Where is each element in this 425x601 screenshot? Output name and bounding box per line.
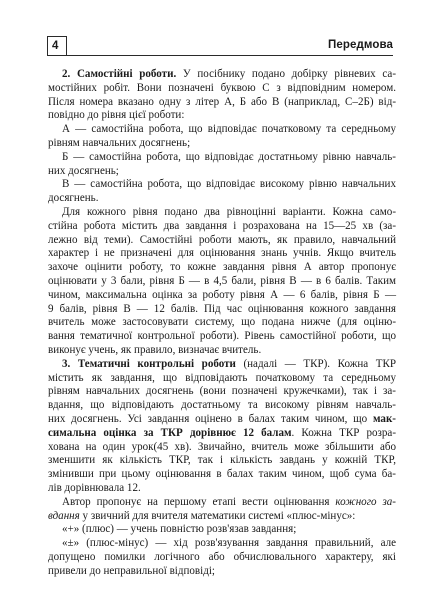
text-run: А — самостійна робота, що відповідає початковому та середньому xyxy=(62,123,396,136)
text-line xyxy=(48,109,396,123)
text-run: Після номера вказано одну з літер А, Б або В (наприклад, С–2Б) від- xyxy=(48,95,396,108)
text-line xyxy=(48,96,396,110)
text-run: досягнень. xyxy=(48,192,99,205)
text-line xyxy=(48,68,396,82)
text-line xyxy=(48,510,396,524)
text-run: «±» (плюс-мінус) — хід розв'язування завдання правильний, але xyxy=(62,537,396,550)
paragraph xyxy=(48,178,396,206)
text-line xyxy=(48,316,396,330)
text-line xyxy=(48,551,396,565)
text-run: . Кожна ТКР розра- xyxy=(291,426,396,439)
text-line xyxy=(48,178,396,192)
text-run: 9 балів, рівня В — 12 балів. Під час оцінювання кожного завдання xyxy=(48,302,396,315)
text-run: стійна робота містить два завдання і розрахована на 15—25 хв (за- xyxy=(48,219,396,232)
text-line xyxy=(48,441,396,455)
header-rule xyxy=(67,55,393,56)
text-run: них досягнень; xyxy=(48,164,119,177)
text-line xyxy=(48,399,396,413)
section-title: Передмова xyxy=(328,39,393,51)
text-line xyxy=(48,385,396,399)
text-line xyxy=(48,454,396,468)
text-line xyxy=(48,523,396,537)
text-line xyxy=(48,289,396,303)
text-run: містить як завдання, що відповідають початковому та середньому xyxy=(48,371,396,384)
text-run: мостійних робіт. Вони позначені буквою С з відповідним номером. xyxy=(48,81,396,94)
paragraph xyxy=(48,123,396,151)
text-line xyxy=(48,82,396,96)
italic-text: вдання xyxy=(48,509,80,522)
text-line xyxy=(48,275,396,289)
text-run: зменшити як кількість ТКР, так і кількість завдань у кожній ТКР, xyxy=(48,454,396,467)
text-line xyxy=(48,565,396,579)
text-run: них досягнень. Усі завдання оцінено в балах таким чином, що xyxy=(48,412,373,425)
text-line xyxy=(48,137,396,151)
page-body xyxy=(48,68,396,578)
text-run: вчитель може застосовувати систему, що подана нижче (для оціню- xyxy=(48,316,396,329)
text-run: захоче оцінити роботу, то кожне завдання рівня А автор пропонує xyxy=(48,261,396,274)
text-run: характер і не призначені для оцінювання знань учнів. Якщо вчитель xyxy=(48,247,396,260)
text-line xyxy=(48,468,396,482)
text-run: Б — самостійна робота, що відповідає достатньому рівню навчаль- xyxy=(62,150,396,163)
text-line xyxy=(48,330,396,344)
text-run: вдання, що відповідають достатньому та високому рівням навчаль- xyxy=(48,399,396,412)
text-line xyxy=(48,344,396,358)
text-line xyxy=(48,372,396,386)
text-line xyxy=(48,261,396,275)
page-header xyxy=(47,36,393,60)
text-line xyxy=(48,413,396,427)
text-line xyxy=(48,496,396,510)
text-run: оцінювати у 3 бали, рівня Б — в 4,5 бали, рівня В — в 6 балів. Таким xyxy=(48,274,396,287)
page-number: 4 xyxy=(47,36,67,56)
paragraph xyxy=(48,68,396,123)
text-line xyxy=(48,234,396,248)
text-line xyxy=(48,192,396,206)
text-run: повідно до рівня цієї роботи: xyxy=(48,109,185,122)
paragraph xyxy=(48,496,396,524)
bold-text: мак- xyxy=(372,412,396,425)
paragraph xyxy=(48,523,396,537)
bold-text: 3. Тематичні контрольні роботи xyxy=(62,357,236,370)
text-run: рівням навчальних досягнень (вони позначені кружечками), так і за- xyxy=(48,385,396,398)
paragraph xyxy=(48,537,396,578)
text-run: лів дорівнювала 12. xyxy=(48,481,141,494)
bold-text: симальна оцінка за ТКР дорівнює 12 балам xyxy=(48,426,292,439)
paragraph xyxy=(48,358,396,496)
text-run: допущено помилки логічного або обчислювального характеру, які xyxy=(48,550,396,563)
bold-text: 2. Самостійні роботи. xyxy=(62,68,177,80)
text-line xyxy=(48,151,396,165)
text-line xyxy=(48,165,396,179)
text-line xyxy=(48,482,396,496)
text-line xyxy=(48,206,396,220)
text-line xyxy=(48,303,396,317)
text-run: (надалі — ТКР). Кожна ТКР xyxy=(235,357,396,370)
paragraph xyxy=(48,151,396,179)
text-run: Автор пропонує на першому етапі вести оцінювання xyxy=(62,495,336,508)
text-run: чином, максимальна оцінка за роботу рівня А — 6 балів, рівня Б — xyxy=(48,288,396,301)
text-line xyxy=(48,247,396,261)
text-line xyxy=(48,537,396,551)
text-run: рівням навчальних досягнень; xyxy=(48,136,191,149)
text-run: хована на один урок(45 хв). Звичайно, вчитель може збільшити або xyxy=(48,440,396,453)
text-run: змінивши при цьому оцінювання в балах таким чином, щоб сума ба- xyxy=(48,468,396,481)
text-run: «+» (плюс) — учень повністю розв'язав завдання; xyxy=(62,523,297,536)
text-line xyxy=(48,123,396,137)
text-run: вання тематичної контрольної роботи). Рівень самостійної роботи, що xyxy=(48,330,396,343)
text-run: Для кожного рівня подано два рівноцінні варіанти. Кожна само- xyxy=(62,205,396,218)
text-line xyxy=(48,358,396,372)
text-run: У посібнику подано добірку рівневих са- xyxy=(176,68,396,80)
text-line xyxy=(48,427,396,441)
text-run: привели до неправильної відповіді; xyxy=(48,564,215,577)
paragraph xyxy=(48,206,396,358)
text-run: у звичний для вчителя математики системі «плюс-мінус»: xyxy=(79,509,356,522)
text-run: лежно від теми). Самостійні роботи мають, як правило, навчальний xyxy=(48,233,396,246)
text-run: виконує учень, як правило, визначає вчитель. xyxy=(48,343,262,356)
italic-text: кожного за- xyxy=(335,495,396,508)
text-run: В — самостійна робота, що відповідає високому рівню навчальних xyxy=(62,178,396,191)
text-line xyxy=(48,220,396,234)
